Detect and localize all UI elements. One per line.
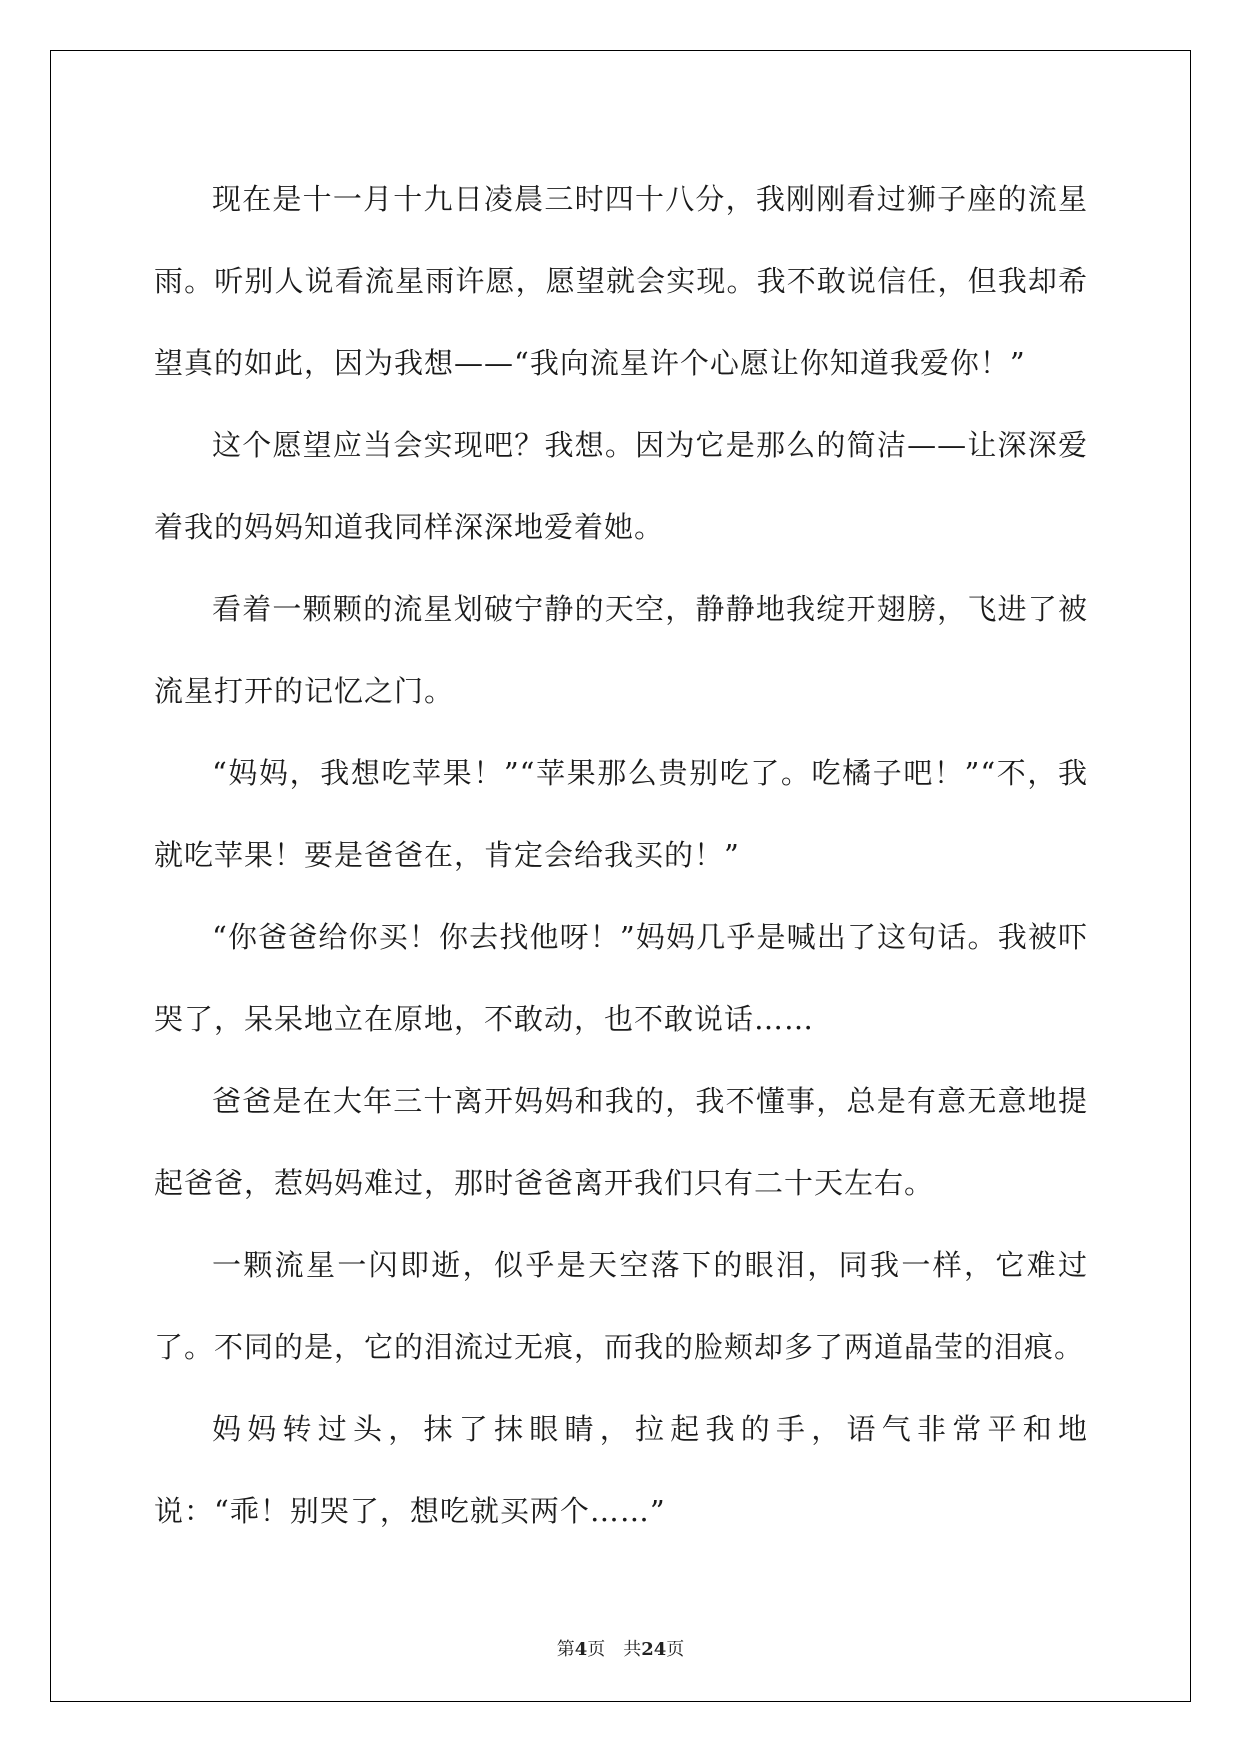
paragraph-6: 爸爸是在大年三十离开妈妈和我的，我不懂事，总是有意无意地提起爸爸，惹妈妈难过，那时爸爸离开我们只有二十天左右。 [154, 1084, 1088, 1200]
total-suffix: 页 [666, 1639, 685, 1660]
paragraph-7: 一颗流星一闪即逝，似乎是天空落下的眼泪，同我一样，它难过了。不同的是，它的泪流过无痕，而我的脸颊却多了两道晶莹的泪痕。 [154, 1248, 1088, 1364]
page-number: 4 [574, 1639, 588, 1660]
page-prefix: 第 [556, 1639, 575, 1660]
page-suffix: 页 [587, 1639, 606, 1660]
paragraph-1: 现在是十一月十九日凌晨三时四十八分，我刚刚看过狮子座的流星雨。听别人说看流星雨许愿，愿望就会实现。我不敢说信任，但我却希望真的如此，因为我想——“我向流星许个心愿让你知道我爱你！” [154, 182, 1088, 380]
total-pages: 24 [641, 1639, 667, 1660]
document-body [154, 158, 1088, 1552]
paragraph-8: 妈妈转过头，抹了抹眼睛，拉起我的手，语气非常平和地说：“乖！别哭了，想吃就买两个……” [154, 1412, 1088, 1528]
paragraph-5: “你爸爸给你买！你去找他呀！”妈妈几乎是喊出了这句话。我被吓哭了，呆呆地立在原地，不敢动，也不敢说话…… [154, 920, 1088, 1036]
total-prefix: 共 [623, 1639, 642, 1660]
page-footer [0, 1635, 1241, 1661]
paragraph-4: “妈妈，我想吃苹果！”“苹果那么贵别吃了。吃橘子吧！”“不，我就吃苹果！要是爸爸在，肯定会给我买的！” [154, 756, 1088, 872]
paragraph-2: 这个愿望应当会实现吧？我想。因为它是那么的简洁——让深深爱着我的妈妈知道我同样深深地爱着她。 [154, 428, 1088, 544]
paragraph-3: 看着一颗颗的流星划破宁静的天空，静静地我绽开翅膀，飞进了被流星打开的记忆之门。 [154, 592, 1088, 708]
